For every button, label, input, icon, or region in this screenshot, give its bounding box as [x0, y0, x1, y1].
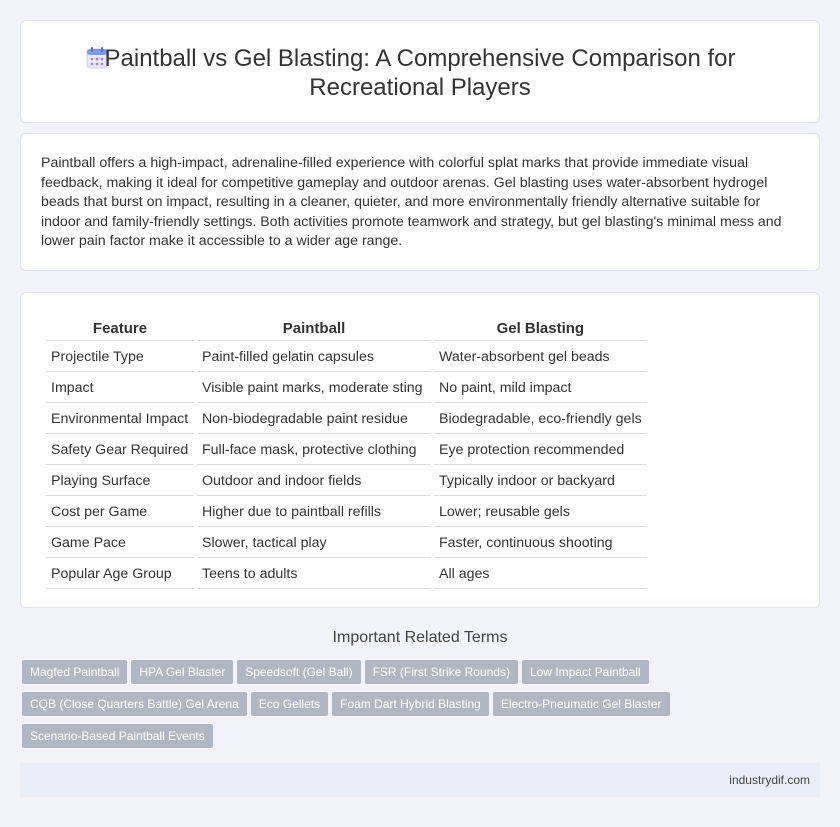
comparison-card	[20, 292, 820, 608]
term-tag[interactable]: Electro-Pneumatic Gel Blaster	[493, 692, 670, 716]
comparison-table	[43, 316, 650, 591]
table-header-row	[46, 318, 647, 341]
cell-feature: Environmental Impact	[46, 405, 194, 434]
cell-gel-blasting: Typically indoor or backyard	[434, 467, 647, 496]
table-row	[46, 374, 647, 403]
term-tag[interactable]: HPA Gel Blaster	[131, 660, 233, 684]
table-row	[46, 498, 647, 527]
cell-gel-blasting: Lower; reusable gels	[434, 498, 647, 527]
term-tag[interactable]: Eco Gellets	[251, 692, 328, 716]
cell-paintball: Visible paint marks, moderate sting	[197, 374, 431, 403]
cell-feature: Cost per Game	[46, 498, 194, 527]
cell-paintball: Paint-filled gelatin capsules	[197, 343, 431, 372]
cell-gel-blasting: Eye protection recommended	[434, 436, 647, 465]
cell-paintball: Full-face mask, protective clothing	[197, 436, 431, 465]
term-tag[interactable]: Foam Dart Hybrid Blasting	[332, 692, 489, 716]
intro-paragraph: Paintball offers a high-impact, adrenaline-filled experience with colorful splat marks that provide immediate visual feedback, making it ideal for competitive gameplay and outdoor arenas. Gel blasting uses water-absorbent hydrogel beads that burst on impact, resulting in a cleaner, quieter, and more environmentally friendly alternative suitable for indoor and family-friendly settings. Both activities promote teamwork and strategy, but gel blasting's minimal mess and lower pain factor make it accessible to a wider age range.	[41, 155, 782, 249]
term-tag[interactable]: Speedsoft (Gel Ball)	[237, 660, 360, 684]
term-tag[interactable]: FSR (First Strike Rounds)	[365, 660, 518, 684]
table-row	[46, 436, 647, 465]
header-feature: Feature	[46, 318, 194, 341]
header-paintball: Paintball	[197, 318, 431, 341]
footer	[20, 763, 820, 797]
cell-gel-blasting: Water-absorbent gel beads	[434, 343, 647, 372]
term-tag[interactable]: Low Impact Paintball	[522, 660, 649, 684]
cell-feature: Projectile Type	[46, 343, 194, 372]
cell-paintball: Higher due to paintball refills	[197, 498, 431, 527]
cell-gel-blasting: Faster, continuous shooting	[434, 529, 647, 558]
cell-paintball: Slower, tactical play	[197, 529, 431, 558]
cell-feature: Playing Surface	[46, 467, 194, 496]
table-row	[46, 343, 647, 372]
cell-feature: Game Pace	[46, 529, 194, 558]
term-tag[interactable]: Scenario-Based Paintball Events	[22, 724, 213, 748]
related-terms-heading: Important Related Terms	[332, 629, 508, 646]
cell-feature: Impact	[46, 374, 194, 403]
cell-paintball: Outdoor and indoor fields	[197, 467, 431, 496]
term-tag[interactable]: CQB (Close Quarters Battle) Gel Arena	[22, 692, 247, 716]
title-card	[20, 20, 820, 123]
cell-gel-blasting: No paint, mild impact	[434, 374, 647, 403]
term-tag[interactable]: Magfed Paintball	[22, 660, 127, 684]
page-title: Paintball vs Gel Blasting: A Comprehensive Comparison for Recreational Players	[104, 45, 736, 101]
header-gel-blasting: Gel Blasting	[434, 318, 647, 341]
table-row	[46, 467, 647, 496]
cell-paintball: Non-biodegradable paint residue	[197, 405, 431, 434]
cell-gel-blasting: All ages	[434, 560, 647, 589]
cell-gel-blasting: Biodegradable, eco-friendly gels	[434, 405, 647, 434]
table-row	[46, 529, 647, 558]
intro-card	[20, 133, 820, 271]
footer-site-link[interactable]: industrydif.com	[729, 773, 810, 787]
related-terms-list	[22, 660, 822, 756]
table-row	[46, 560, 647, 589]
cell-feature: Safety Gear Required	[46, 436, 194, 465]
table-row	[46, 405, 647, 434]
cell-feature: Popular Age Group	[46, 560, 194, 589]
cell-paintball: Teens to adults	[197, 560, 431, 589]
